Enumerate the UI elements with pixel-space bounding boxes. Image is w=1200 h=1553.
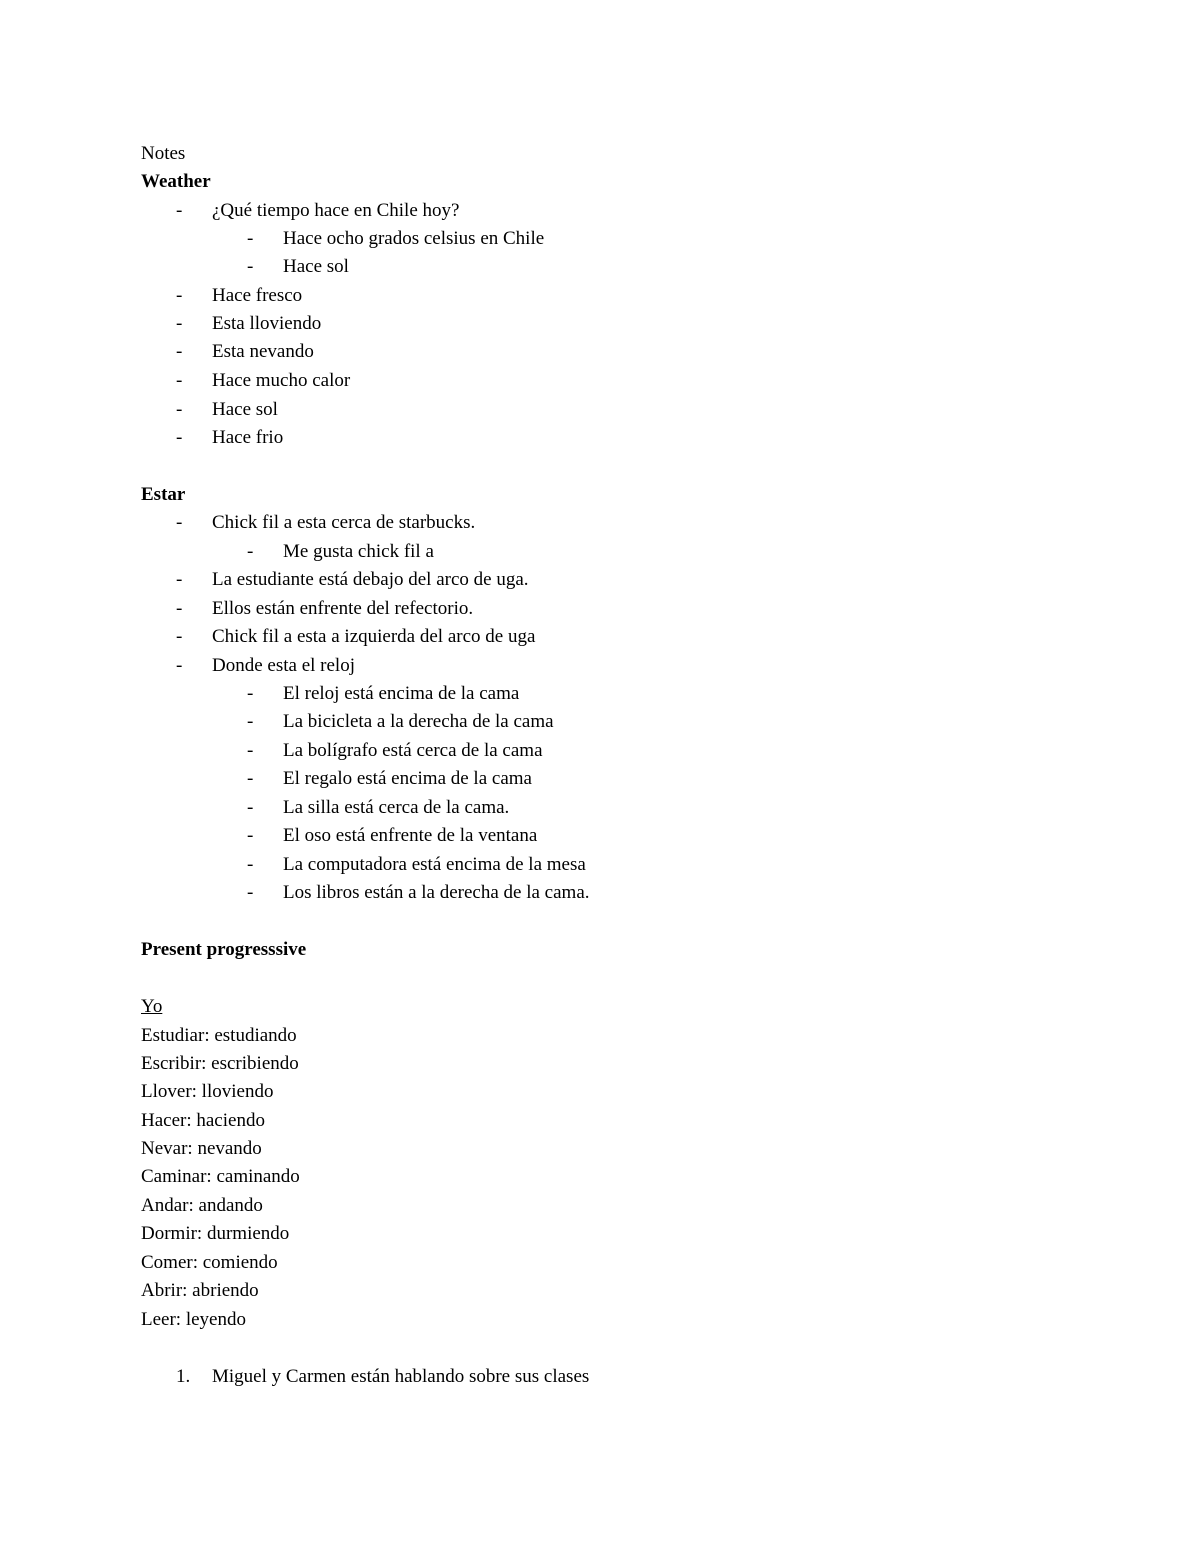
list-item-text: La bicicleta a la derecha de la cama	[283, 711, 554, 732]
list-item-text: Hace ocho grados celsius en Chile	[283, 228, 545, 249]
estar-heading: Estar	[141, 484, 186, 505]
dash-bullet: -	[247, 854, 254, 875]
verb-line: Caminar: caminando	[141, 1166, 300, 1187]
verb-line: Llover: lloviendo	[141, 1081, 274, 1102]
list-item-text: Esta lloviendo	[212, 313, 322, 334]
verb-line: Dormir: durmiendo	[141, 1223, 290, 1244]
verb-line: Nevar: nevando	[141, 1138, 262, 1159]
numbered-item-text: Miguel y Carmen están hablando sobre sus clases	[212, 1366, 590, 1387]
list-item-text: La computadora está encima de la mesa	[283, 854, 586, 875]
dash-bullet: -	[247, 797, 254, 818]
list-item-text: Donde esta el reloj	[212, 655, 355, 676]
verb-line: Comer: comiendo	[141, 1252, 278, 1273]
list-item-text: Me gusta chick fil a	[283, 541, 434, 562]
list-item-text: Hace sol	[283, 256, 349, 277]
dash-bullet: -	[176, 655, 183, 676]
list-item-text: Hace sol	[212, 399, 278, 420]
list-item-text: La estudiante está debajo del arco de uga.	[212, 569, 529, 590]
dash-bullet: -	[176, 285, 183, 306]
list-item-text: Ellos están enfrente del refectorio.	[212, 598, 474, 619]
dash-bullet: -	[247, 541, 254, 562]
list-item-text: Hace mucho calor	[212, 370, 351, 391]
verb-line: Leer: leyendo	[141, 1309, 246, 1330]
progressive-heading: Present progresssive	[141, 939, 307, 960]
list-item-text: Los libros están a la derecha de la cama.	[283, 882, 590, 903]
list-item-text: La bolígrafo está cerca de la cama	[283, 740, 543, 761]
verb-line: Hacer: haciendo	[141, 1110, 265, 1131]
list-item-text: Esta nevando	[212, 341, 314, 362]
verb-line: Estudiar: estudiando	[141, 1025, 297, 1046]
list-item-text: ¿Qué tiempo hace en Chile hoy?	[212, 200, 460, 221]
dash-bullet: -	[247, 711, 254, 732]
list-item-text: Chick fil a esta cerca de starbucks.	[212, 512, 476, 533]
dash-bullet: -	[176, 427, 183, 448]
verb-line: Abrir: abriendo	[141, 1280, 259, 1301]
list-item-text: El oso está enfrente de la ventana	[283, 825, 538, 846]
verb-line: Andar: andando	[141, 1195, 263, 1216]
list-item-text: El regalo está encima de la cama	[283, 768, 532, 789]
dash-bullet: -	[176, 200, 183, 221]
list-item-text: Hace fresco	[212, 285, 303, 306]
dash-bullet: -	[176, 512, 183, 533]
dash-bullet: -	[176, 598, 183, 619]
verb-line: Escribir: escribiendo	[141, 1053, 299, 1074]
dash-bullet: -	[176, 569, 183, 590]
list-item-text: El reloj está encima de la cama	[283, 683, 520, 704]
dash-bullet: -	[176, 399, 183, 420]
dash-bullet: -	[247, 740, 254, 761]
dash-bullet: -	[247, 825, 254, 846]
page-title: Notes	[141, 143, 186, 164]
yo-subheading: Yo	[141, 996, 163, 1017]
dash-bullet: -	[247, 882, 254, 903]
list-item-text: La silla está cerca de la cama.	[283, 797, 510, 818]
dash-bullet: -	[176, 626, 183, 647]
dash-bullet: -	[247, 256, 254, 277]
dash-bullet: -	[176, 341, 183, 362]
dash-bullet: -	[247, 228, 254, 249]
list-item-text: Chick fil a esta a izquierda del arco de uga	[212, 626, 536, 647]
dash-bullet: -	[176, 370, 183, 391]
dash-bullet: -	[247, 768, 254, 789]
dash-bullet: -	[247, 683, 254, 704]
dash-bullet: -	[176, 313, 183, 334]
weather-heading: Weather	[141, 171, 211, 192]
list-number: 1.	[176, 1366, 191, 1387]
list-item-text: Hace frio	[212, 427, 284, 448]
